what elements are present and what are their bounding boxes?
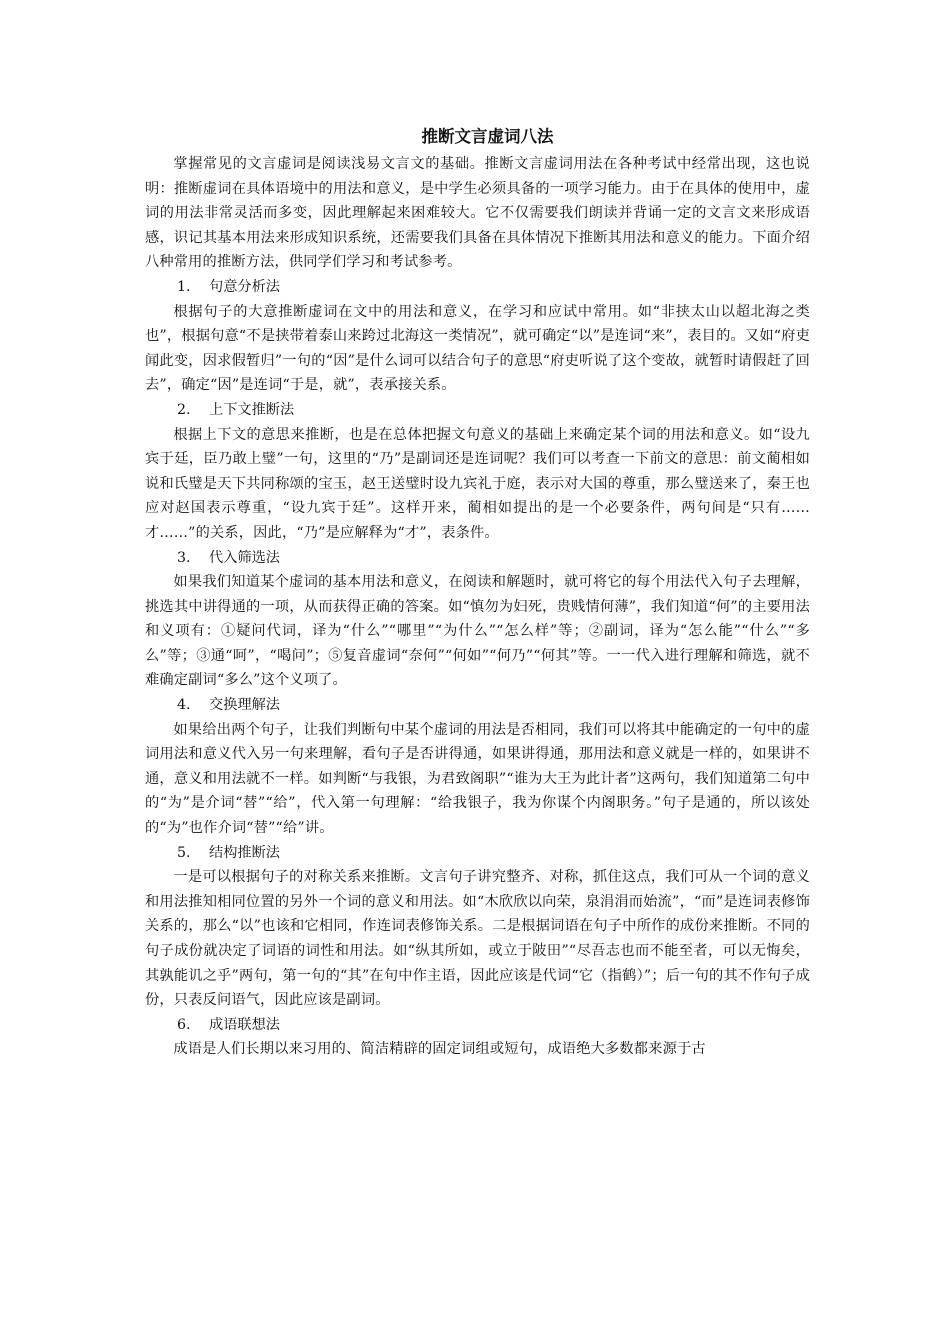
section-number: 1. <box>177 278 191 295</box>
section-heading-text: 成语联想法 <box>209 1016 280 1033</box>
section-heading-text: 上下文推断法 <box>209 401 295 418</box>
section-paragraph: 根据句子的大意推断虚词在文中的用法和意义，在学习和应试中常用。如“非挟太山以超北海之类也”，根据句意“不是挟带着泰山来跨过北海这一类情况”，就可确定“以”是连词“来”，表目的。又如“府吏闻此变，因求假暂归”一句的“因”是什么词可以结合句子的意思“府吏听说了这个变故，就暂时请假赶了回去”，确定“因”是连词“于是，就”，表承接关系。 <box>145 303 810 394</box>
sections-container <box>145 275 810 1062</box>
section-number: 4. <box>177 697 191 714</box>
section-heading-text: 句意分析法 <box>209 278 280 295</box>
section-heading-text: 交换理解法 <box>209 697 280 714</box>
section-heading <box>145 841 810 866</box>
section-heading <box>145 546 810 571</box>
section-heading <box>145 275 810 300</box>
section-number: 2. <box>177 401 191 418</box>
document-page <box>145 122 810 1062</box>
section-heading-text: 代入筛选法 <box>209 549 280 566</box>
section-paragraph: 如果给出两个句子，让我们判断句中某个虚词的用法是否相同，我们可以将其中能确定的一句中的虚词用法和意义代入另一句来理解，看句子是否讲得通，如果讲得通，那用法和意义就是一样的，如果讲不通，意义和用法就不一样。如判断“与我银，为君致阁职”“谁为大王为此计者”这两句，我们知道第二句中的“为”是介词“替”“给”，代入第一句理解：“给我银子，我为你谋个内阁职务。”句子是通的，所以该处的“为”也作介词“替”“给”讲。 <box>145 721 810 837</box>
section-number: 3. <box>177 549 191 566</box>
section-heading <box>145 1013 810 1038</box>
section-number: 6. <box>177 1016 191 1033</box>
section-paragraph: 成语是人们长期以来习用的、简洁精辟的固定词组或短句，成语绝大多数都来源于古 <box>173 1041 706 1058</box>
section-heading-text: 结构推断法 <box>209 844 280 861</box>
section-heading <box>145 693 810 718</box>
section-number: 5. <box>177 844 191 861</box>
intro-paragraph: 掌握常见的文言虚词是阅读浅易文言文的基础。推断文言虚词用法在各种考试中经常出现，这也说明：推断虚词在具体语境中的用法和意义，是中学生必须具备的一项学习能力。由于在具体的使用中，虚词的用法非常灵活而多变，因此理解起来困难较大。它不仅需要我们朗读并背诵一定的文言文来形成语感，识记其基本用法来形成知识系统，还需要我们具备在具体情况下推断其用法和意义的能力。下面介绍八种常用的推断方法，供同学们学习和考试参考。 <box>145 156 810 271</box>
document-title: 推断文言虚词八法 <box>421 127 554 146</box>
section-paragraph: 根据上下文的意思来推断，也是在总体把握文句意义的基础上来确定某个词的用法和意义。如“设九宾于廷，臣乃敢上璧”一句，这里的“乃”是副词还是连词呢？我们可以考查一下前文的意思：前文蔺相如说和氏璧是天下共同称颂的宝玉，赵王送璧时设九宾礼于庭，表示对大国的尊重，那么璧送来了，秦王也应对赵国表示尊重，“设九宾于廷”。这样开来，蔺相如提出的是一个必要条件，两句间是“只有……才……”的关系，因此，“乃”是应解释为“才”，表条件。 <box>145 426 810 541</box>
section-heading <box>145 398 810 423</box>
section-paragraph: 一是可以根据句子的对称关系来推断。文言句子讲究整齐、对称，抓住这点，我们可从一个词的意义和用法推知相同位置的另外一个词的意义和用法。如“木欣欣以向荣，泉涓涓而始流”，“而”是连词表修饰关系的，那么“以”也该和它相同，作连词表修饰关系。二是根据词语在句子中所作的成份来推断。不同的句子成份就决定了词语的词性和用法。如“纵其所如，或立于陂田”“尽吾志也而不能至者，可以无悔矣，其孰能讥之乎”两句，第一句的“其”在句中作主语，因此应该是代词“它（指鹤）”；后一句的其不作句子成份，只表反问语气，因此应该是副词。 <box>145 869 810 1009</box>
section-paragraph: 如果我们知道某个虚词的基本用法和意义，在阅读和解题时，就可将它的每个用法代入句子去理解，挑选其中讲得通的一项，从而获得正确的答案。如“慎勿为妇死，贵贱情何薄”，我们知道“何”的主要用法和义项有：①疑问代词，译为“什么”“哪里”“为什么”“怎么样”等；②副词，译为“怎么能”“什么”“多么”等；③通“呵”，“喝问”；⑤复音虚词“奈何”“何如”“何乃”“何其”等。一一代入进行理解和筛选，就不难确定副词“多么”这个义项了。 <box>145 574 810 689</box>
